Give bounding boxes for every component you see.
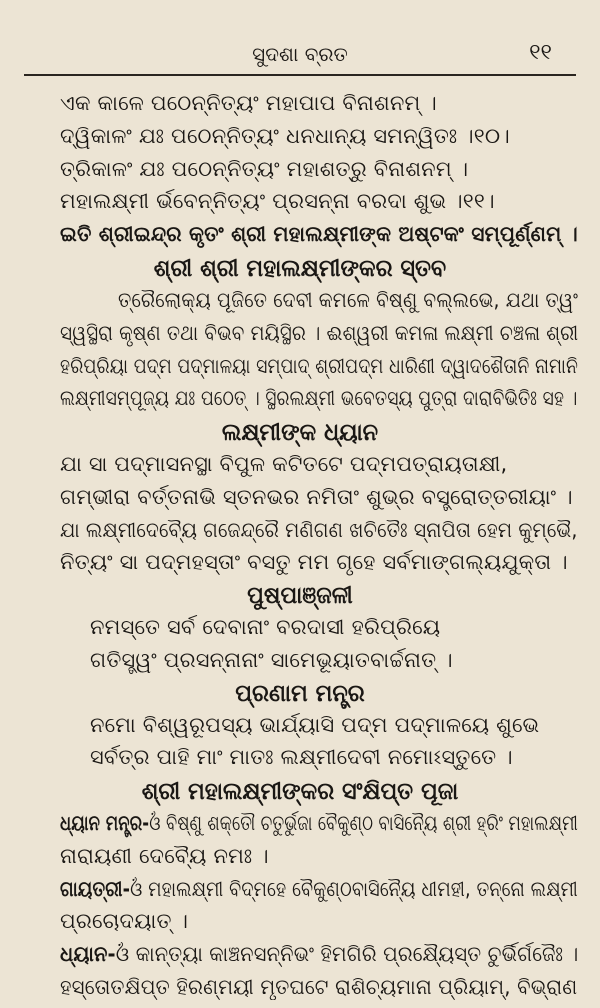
verse-line: ଯା ସା ପଦ୍ମାସନସ୍ଥା ବିପୁଳ କଟିତଟେ ପଦ୍ମପତ୍ରାୟତାକ୍ଷୀ, — [60, 451, 508, 476]
section-heading-dhyana: ଲକ୍ଷ୍ମୀଙ୍କ ଧ୍ୟାନ — [221, 418, 379, 447]
verse-line: ତ୍ରିକାଳଂ ଯଃ ପଠେନ୍ନିତ୍ୟଂ ମହାଶତ୍ରୁ ବିନାଶନମ୍ । — [60, 156, 469, 181]
verse-line: ସର୍ବତ୍ର ପାହି ମାଂ ମାତଃ ଲକ୍ଷ୍ମୀଦେବୀ ନମୋଽସ୍ତୁତେ । — [90, 745, 513, 770]
verse-line: ନମସ୍ତେ ସର୍ବ ଦେବାନାଂ ବରଦାସୀ ହରିପ୍ରିୟେ — [90, 615, 441, 639]
verse-line: ନମୋ ବିଶ୍ୱରୂପସ୍ୟ ଭାର୍ଯ୍ୟାସି ପଦ୍ମ ପଦ୍ମାଳୟେ ଶୁଭେ — [90, 712, 540, 737]
puja-paragraph-line — [60, 874, 578, 904]
verse-line: ଯା ଲକ୍ଷ୍ମୀଦେବ୍ୟୈ ଗଜେନ୍ଦ୍ରୈ ମଣିଗଣ ଖଚିତୈଃ ସ୍ନାପିତା ହେମ କୁମ୍ଭୈ, — [60, 517, 578, 542]
paragraph-label: ଧ୍ୟାନ ମନ୍ତ୍ର- — [60, 810, 150, 835]
paragraph-label: ଧ୍ୟାନ- — [60, 942, 116, 967]
verse-line: ଗମ୍ଭୀରା ବର୍ତ୍ତନାଭି ସ୍ତନଭର ନମିତାଂ ଶୁଭ୍ର ବସ୍ତ୍ରୋତ୍ତରୀୟାଂ । — [60, 484, 573, 509]
paragraph-label: ଗାୟତ୍ରୀ- — [60, 876, 131, 901]
page-header — [0, 36, 600, 76]
verse-line: ଏକ କାଳେ ପଠେନ୍ନିତ୍ୟଂ ମହାପାପ ବିନାଶନମ୍ । — [60, 91, 437, 115]
verse-line: ଗତିସ୍ତ୍ୱଂ ପ୍ରସନ୍ନାନାଂ ସାମେଭୂୟାତବାର୍ଚ୍ଚନାତ୍ । — [90, 647, 453, 672]
prose-line: ହରିପ୍ରିୟା ପଦ୍ମ ପଦ୍ମାଳୟା ସମ୍ପାଦ୍ ଶ୍ରୀପଦ୍ମ ଧାରିଣୀ ଦ୍ୱାଦଶୈତାନି ନାମାନି — [60, 353, 579, 378]
section-heading-pushpanjali: ପୁଷ୍ପାଞ୍ଜଳୀ — [247, 581, 353, 610]
section-heading-puja: ଶ୍ରୀ ମହାଲକ୍ଷ୍ମୀଙ୍କର ସଂକ୍ଷିପ୍ତ ପୂଜା — [141, 777, 459, 806]
verse-line: ଦ୍ୱିକାଳଂ ଯଃ ପଠେନ୍ନିତ୍ୟଂ ଧନଧାନ୍ୟ ସମନ୍ୱିତଃ ।୧୦। — [60, 123, 510, 148]
prose-line: ଲକ୍ଷ୍ମୀସମ୍ପୂଜ୍ୟ ଯଃ ପଠେତ୍ । ସ୍ଥିରଲକ୍ଷ୍ମୀ ଭବେତସ୍ୟ ପୁତ୍ରା ଦାରାବିଭିତିଃ ସହ । — [60, 386, 578, 411]
section-heading-stava: ଶ୍ରୀ ଶ୍ରୀ ମହାଲକ୍ଷ୍ମୀଙ୍କର ସ୍ତବ — [153, 254, 447, 283]
paragraph-text: ଓଁ କାନ୍ତ୍ୟା କାଞ୍ଚନସନ୍ନିଭଂ ହିମଗିରି ପ୍ରକ୍ଷ୍ୟୈସ୍ତ ଚୁର୍ଭିର୍ଗଜୈଃ । — [115, 942, 579, 967]
puja-paragraph-line: ହସ୍ତୋତକ୍ଷିପ୍ତ ହିରଣ୍ମୟୀ ମୃତଘଟେ ରାଶିଚ୍ୟମାନା ପ୍ରିୟାମ୍, ବିଭ୍ରାଣ — [60, 975, 578, 999]
page-number: ୧୧ — [529, 40, 552, 65]
verse-line: ନିତ୍ୟଂ ସା ପଦ୍ମହସ୍ତାଂ ବସତୁ ମମ ଗୃହେ ସର୍ବମାଙ୍ଗଲ୍ୟଯୁକ୍ତା । — [60, 550, 568, 575]
running-title: ସୁଦଶା ବ୍ରତ — [252, 42, 348, 66]
puja-paragraph-line — [60, 808, 578, 838]
paragraph-text: ଓଁ ମହାଲକ୍ଷ୍ମୀ ବିଦ୍ମହେ ବୈକୁଣ୍ଠବାସିନ୍ୟୈ ଧୀମହୀ, ତନ୍ନୋ ଲକ୍ଷ୍ମୀ — [130, 876, 578, 901]
puja-paragraph-line — [60, 939, 578, 969]
prose-line: ତ୍ରୈଲୋକ୍ୟ ପୂଜିତେ ଦେବୀ କମଳେ ବିଷ୍ଣୁ ବଲ୍ଲଭେ, ଯଥା ତ୍ୱଂ — [118, 287, 579, 312]
section-heading-pranama: ପ୍ରଣାମ ମନ୍ତ୍ର — [235, 678, 365, 707]
prose-line: ସ୍ୱସ୍ଥିରା କୃଷ୍ଣ ତଥା ବିଭବ ମୟିସ୍ଥିର । ଈଶ୍ୱରୀ କମଳା ଲକ୍ଷ୍ମୀ ଚଞ୍ଚଳା ଶ୍ରୀ — [60, 320, 579, 345]
header-rule — [24, 74, 576, 76]
paragraph-text: ଓଁ ବିଷ୍ଣୁ ଶକ୍ତୌ ଚତୁର୍ଭୁଜା ବୈକୁଣ୍ଠ ବାସିନ୍ୟୈ ଶ୍ରୀ ହ୍ରିଂ ମହାଲକ୍ଷ୍ମୀ — [149, 810, 579, 835]
puja-paragraph-line: ପ୍ରଚୋଦୟାତ୍ । — [60, 909, 189, 934]
colophon-line: ଇତି ଶ୍ରୀଇନ୍ଦ୍ର କୃତଂ ଶ୍ରୀ ମହାଲକ୍ଷ୍ମୀଙ୍କ ଅଷ୍ଟକଂ ସମ୍ପୂର୍ଣ୍ଣମ୍ । — [60, 222, 578, 247]
verse-line: ମହାଲକ୍ଷ୍ମୀ ର୍ଭବେନ୍ନିତ୍ୟଂ ପ୍ରସନ୍ନା ବରଦା ଶୁଭ ।୧୧। — [60, 189, 495, 214]
puja-paragraph-line: ନାରାୟଣୀ ଦେବ୍ୟୈ ନମଃ । — [60, 843, 269, 868]
